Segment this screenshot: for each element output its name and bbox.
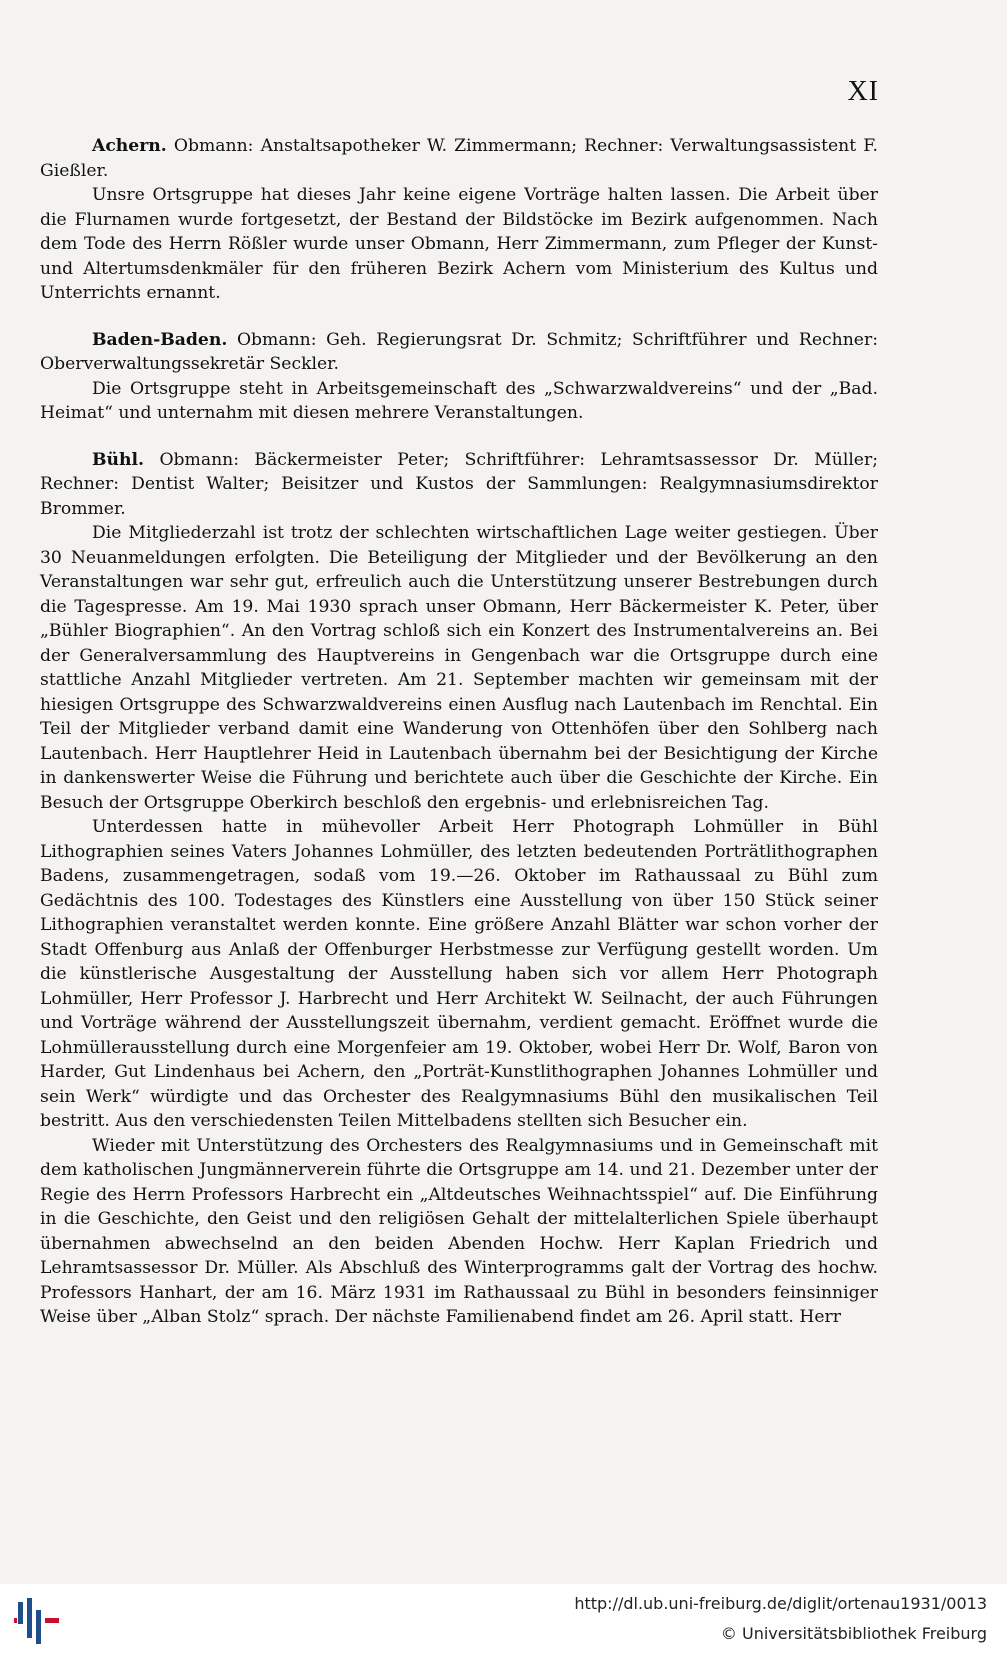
permalink-url[interactable]: http://dl.ub.uni-freiburg.de/diglit/ortenau1931/0013 — [574, 1594, 987, 1613]
section-heading-baden-baden — [40, 328, 878, 377]
place-name: Baden-Baden. — [92, 329, 228, 350]
paragraph: Unterdessen hatte in mühevoller Arbeit Herr Photograph Lohmüller in Bühl Lithographien seines Vaters Johannes Lohmüller, des letzten bedeutenden Porträtlithographen Badens, zusammengetragen, sodaß vom 19.—26. Oktober im Rathaussaal zu Bühl zum Gedächtnis des 100. Todestages des Künstlers eine Ausstellung von über 150 Stück seiner Lithographien veranstaltet werden konnte. Eine größere Anzahl Blätter war schon vorher der Stadt Offenburg aus Anlaß der Offenburger Herbstmesse zur Verfügung gestellt worden. Um die künstlerische Ausgestaltung der Ausstellung haben sich vor allem Herr Photograph Lohmüller, Herr Professor J. Harbrecht und Herr Architekt W. Seilnacht, der auch Führungen und Vorträge während der Ausstellungszeit übernahm, verdient gemacht. Eröffnet wurde die Lohmüllerausstellung durch eine Morgenfeier am 19. Oktober, wobei Herr Dr. Wolf, Baron von Harder, Gut Lindenhaus bei Achern, den „Porträt-Kunstlithographen Johannes Lohmüller und sein Werk“ würdigte und das Orchester des Realgymnasiums Bühl den musikalischen Teil bestritt. Aus den verschiedensten Teilen Mittelbadens stellten sich Besucher ein. — [40, 817, 878, 1131]
section-heading-achern — [40, 134, 878, 183]
body-text — [40, 134, 878, 1330]
officers: Obmann: Bäckermeister Peter; Schriftführer: Lehramtsassessor Dr. Müller; Rechner: Dentist Walter; Beisitzer und Kustos der Sammlungen: Realgymnasiumsdirektor Brommer. — [40, 449, 878, 519]
officers: Obmann: Geh. Regierungsrat Dr. Schmitz; Schriftführer und Rechner: Oberverwaltungssekretär Seckler. — [40, 329, 878, 374]
paragraph: Die Ortsgruppe steht in Arbeitsgemeinschaft des „Schwarzwaldvereins“ und der „Bad. Heimat“ und unternahm mit diesen mehrere Veranstaltungen. — [40, 378, 878, 423]
paragraph: Die Mitgliederzahl ist trotz der schlechten wirtschaftlichen Lage weiter gestiegen. Über 30 Neuanmeldungen erfolgten. Die Beteiligung der Mitglieder und der Bevölkerung an den Veranstaltungen war sehr gut, erfreulich auch die Unterstützung unserer Bestrebungen durch die Tagespresse. Am 19. Mai 1930 sprach unser Obmann, Herr Bäckermeister K. Peter, über „Bühler Biographien“. An den Vortrag schloß sich ein Konzert des Instrumentalvereins an. Bei der Generalversammlung des Hauptvereins in Gengenbach war die Ortsgruppe durch eine stattliche Anzahl Mitglieder vertreten. Am 21. September machten wir gemeinsam mit der hiesigen Ortsgruppe des Schwarzwaldvereins einen Ausflug nach Lautenbach im Renchtal. Ein Teil der Mitglieder verband damit eine Wanderung von Ottenhöfen über den Sohlberg nach Lautenbach. Herr Hauptlehrer Heid in Lautenbach übernahm bei der Besichtigung der Kirche in dankenswerter Weise die Führung und berichtete auch über die Geschichte der Kirche. Ein Besuch der Ortsgruppe Oberkirch beschloß den ergebnis- und erlebnisreichen Tag. — [40, 523, 878, 813]
paragraph: Unsre Ortsgruppe hat dieses Jahr keine eigene Vorträge halten lassen. Die Arbeit über die Flurnamen wurde fortgesetzt, der Bestand der Bildstöcke im Bezirk aufgenommen. Nach dem Tode des Herrn Rößler wurde unser Obmann, Herr Zimmermann, zum Pfleger der Kunst- und Altertumsdenkmäler für den früheren Bezirk Achern vom Ministerium des Kultus und Unterrichts ernannt. — [40, 185, 878, 303]
place-name: Bühl. — [92, 449, 145, 470]
viewer-footer — [0, 1584, 1007, 1656]
paragraph: Wieder mit Unterstützung des Orchesters des Realgymnasiums und in Gemeinschaft mit dem katholischen Jungmännerverein führte die Ortsgruppe am 14. und 21. Dezember unter der Regie des Herrn Professors Harbrecht ein „Altdeutsches Weihnachtsspiel“ auf. Die Einführung in die Geschichte, den Geist und den religiösen Gehalt der mittelalterlichen Spiele überhaupt übernahmen abwechselnd an den beiden Abenden Hochw. Herr Kaplan Friedrich und Lehramtsassessor Dr. Müller. Als Abschluß des Winterprogramms galt der Vortrag des hochw. Professors Hanhart, der am 16. März 1931 im Rathaussaal zu Bühl in besonders feinsinniger Weise über „Alban Stolz“ sprach. Der nächste Familienabend findet am 26. April statt. Herr — [40, 1135, 878, 1327]
copyright-notice: © Universitätsbibliothek Freiburg — [720, 1624, 987, 1643]
place-name: Achern. — [92, 136, 167, 156]
page-number: XI — [847, 76, 879, 107]
section-heading-buehl — [40, 448, 878, 522]
officers: Obmann: Anstaltsapotheker W. Zimmermann; Rechner: Verwaltungsassistent F. Gießler. — [40, 136, 878, 181]
ub-freiburg-logo-icon — [14, 1592, 64, 1648]
